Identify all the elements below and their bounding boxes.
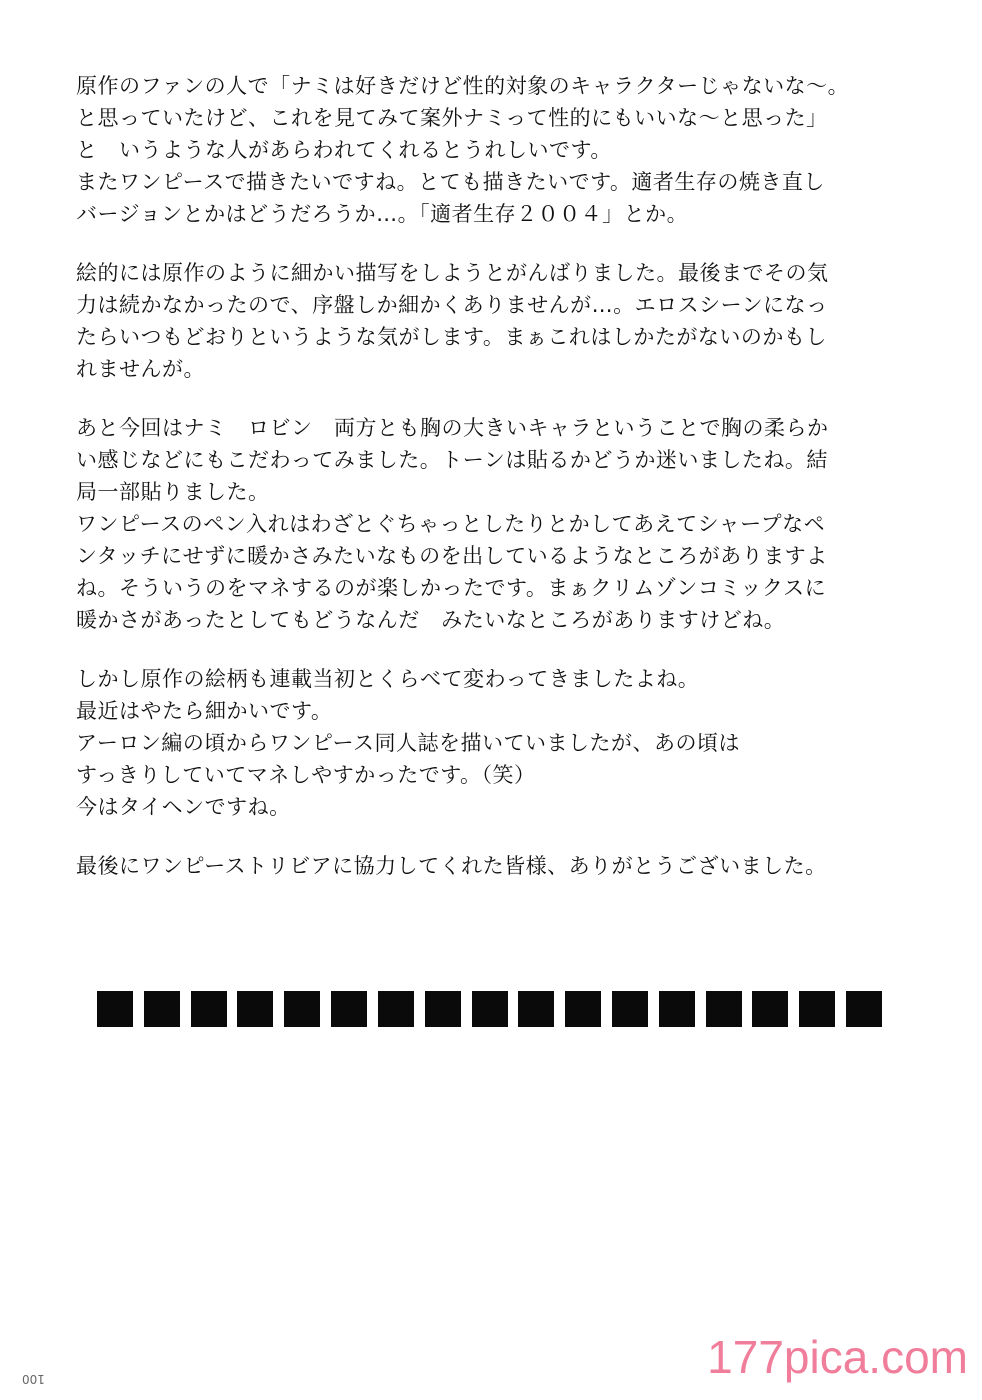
- redaction-block: [378, 991, 414, 1027]
- text-line: と いうような人があらわれてくれるとうれしいです。: [76, 138, 612, 162]
- text-line: すっきりしていてマネしやすかったです。（笑）: [76, 763, 536, 787]
- redaction-block: [191, 991, 227, 1027]
- afterword-text: [76, 70, 916, 909]
- paragraph-2: [76, 257, 916, 385]
- redaction-block: [518, 991, 554, 1027]
- paragraph-4: [76, 663, 916, 823]
- redaction-block: [331, 991, 367, 1027]
- text-line: 最後にワンピーストリビアに協力してくれた皆様、ありがとうございました。: [76, 854, 827, 878]
- redaction-block: [565, 991, 601, 1027]
- paragraph-3: [76, 412, 916, 636]
- redaction-block: [752, 991, 788, 1027]
- text-line: れませんが。: [76, 357, 205, 381]
- watermark: 177pica.com: [707, 1331, 968, 1383]
- text-line: アーロン編の頃からワンピース同人誌を描いていましたが、あの頃は: [76, 731, 740, 755]
- redaction-block: [237, 991, 273, 1027]
- text-line: あと今回はナミ ロビン 両方とも胸の大きいキャラということで胸の柔らか: [76, 416, 829, 440]
- redaction-block: [659, 991, 695, 1027]
- text-line: 暖かさがあったとしてもどうなんだ みたいなところがありますけどね。: [76, 608, 786, 632]
- text-line: 最近はやたら細かいです。: [76, 699, 333, 723]
- redaction-bar: [97, 991, 882, 1027]
- page-number: 100: [22, 1372, 45, 1386]
- text-line: またワンピースで描きたいですね。とても描きたいです。適者生存の焼き直し: [76, 170, 825, 194]
- redaction-block: [846, 991, 882, 1027]
- paragraph-5: [76, 850, 916, 882]
- text-line: ね。そういうのをマネするのが楽しかったです。まぁクリムゾンコミックスに: [76, 576, 827, 600]
- text-line: と思っていたけど、これを見てみて案外ナミって性的にもいいな〜と思った」: [76, 106, 828, 130]
- text-line: 原作のファンの人で「ナミは好きだけど性的対象のキャラクターじゃないな〜。: [76, 74, 850, 98]
- redaction-block: [706, 991, 742, 1027]
- redaction-block: [144, 991, 180, 1027]
- redaction-block: [799, 991, 835, 1027]
- redaction-block: [612, 991, 648, 1027]
- text-line: バージョンとかはどうだろうか…。「適者生存２００４」とか。: [76, 202, 689, 226]
- text-line: 絵的には原作のように細かい描写をしようとがんばりました。最後までその気: [76, 261, 829, 285]
- text-line: 今はタイヘンですね。: [76, 795, 291, 819]
- text-line: しかし原作の絵柄も連載当初とくらべて変わってきましたよね。: [76, 667, 700, 691]
- paragraph-1: [76, 70, 916, 230]
- text-line: い感じなどにもこだわってみました。トーンは貼るかどうか迷いましたね。結: [76, 448, 828, 472]
- redaction-block: [284, 991, 320, 1027]
- redaction-block: [425, 991, 461, 1027]
- text-line: ワンピースのペン入れはわざとぐちゃっとしたりとかしてあえてシャープなペ: [76, 512, 826, 536]
- redaction-block: [472, 991, 508, 1027]
- text-line: たらいつもどおりというような気がします。まぁこれはしかたがないのかもし: [76, 325, 827, 349]
- text-line: 局一部貼りました。: [76, 480, 270, 504]
- text-line: ンタッチにせずに暖かさみたいなものを出しているようなところがありますよ: [76, 544, 828, 568]
- redaction-block: [97, 991, 133, 1027]
- text-line: 力は続かなかったので、序盤しか細かくありませんが…。エロスシーンになっ: [76, 293, 828, 317]
